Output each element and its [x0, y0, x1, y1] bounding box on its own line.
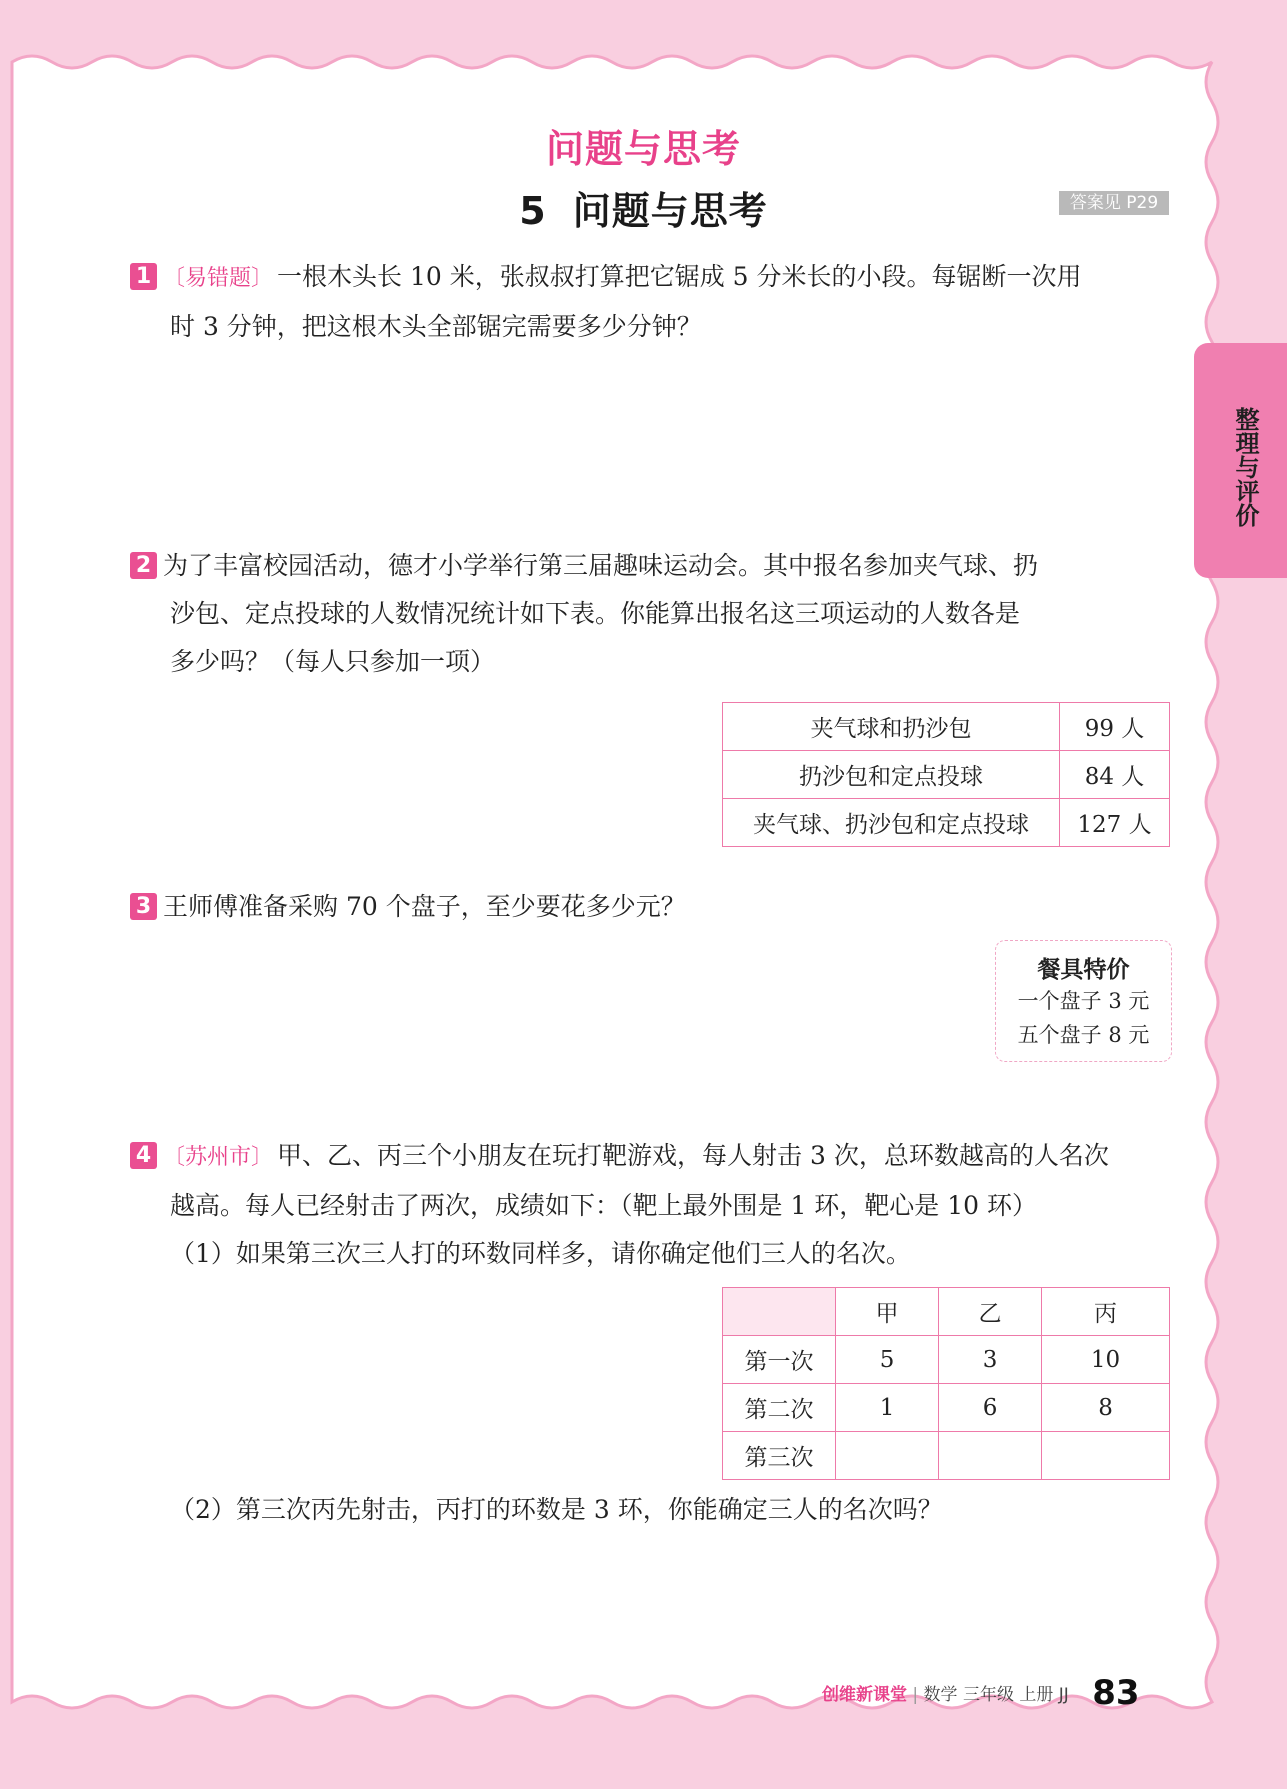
- section-title: 问题与思考: [545, 127, 741, 171]
- table-row: [723, 1432, 1170, 1480]
- table-header-cell: [723, 1288, 836, 1336]
- question-text: 沙包、定点投球的人数情况统计如下表。你能算出报名这三项运动的人数各是: [170, 599, 1021, 628]
- answer-reference-badge: 答案见 P29: [1059, 191, 1169, 215]
- table-row: [723, 1336, 1170, 1384]
- question-text: 为了丰富校园活动，德才小学举行第三届趣味运动会。其中报名参加夹气球、扔: [163, 551, 1039, 580]
- special-line: 五个盘子 8 元: [1017, 1023, 1150, 1047]
- question-2: [130, 542, 1170, 686]
- table-row: [723, 799, 1170, 847]
- table-cell: 99 人: [1060, 703, 1170, 751]
- table-cell: 8: [1042, 1384, 1170, 1432]
- table-header-row: [723, 1288, 1170, 1336]
- table-cell: 1: [836, 1384, 939, 1432]
- table-cell: 3: [939, 1336, 1042, 1384]
- table-cell: 夹气球和扔沙包: [723, 703, 1060, 751]
- page-number: 83: [1092, 1673, 1140, 1713]
- question-4: [130, 1132, 1170, 1278]
- question-text: 多少吗？（每人只参加一项）: [170, 647, 496, 676]
- question-text: 时 3 分钟，把这根木头全部锯完需要多少分钟？: [170, 312, 702, 341]
- table-row: [723, 703, 1170, 751]
- question-1: [130, 253, 1170, 351]
- table-cell: [1042, 1432, 1170, 1480]
- question-tag: 〔易错题〕: [163, 266, 274, 291]
- table-cell: 第二次: [723, 1384, 836, 1432]
- table-cell: 10: [1042, 1336, 1170, 1384]
- registration-table: [722, 702, 1170, 847]
- footer-brand: 创维新课堂: [822, 1685, 907, 1705]
- question-number-badge: 1: [130, 263, 157, 290]
- table-cell: 夹气球、扔沙包和定点投球: [723, 799, 1060, 847]
- special-line: 一个盘子 3 元: [1017, 989, 1150, 1013]
- question-number-badge: 3: [130, 893, 157, 920]
- footer-divider: |: [912, 1685, 919, 1705]
- table-cell: 127 人: [1060, 799, 1170, 847]
- side-tab-label: 整理与评价: [1231, 407, 1259, 527]
- table-cell: 6: [939, 1384, 1042, 1432]
- table-cell: 第三次: [723, 1432, 836, 1480]
- table-header-cell: 丙: [1042, 1288, 1170, 1336]
- table-cell: [939, 1432, 1042, 1480]
- footer-info: 数学 三年级 上册 JJ: [923, 1685, 1069, 1705]
- question-text: 越高。每人已经射击了两次，成绩如下：（靶上最外围是 1 环，靶心是 10 环）: [170, 1191, 1038, 1220]
- table-cell: 5: [836, 1336, 939, 1384]
- question-text: 王师傅准备采购 70 个盘子，至少要花多少元？: [163, 892, 686, 921]
- question-number-badge: 2: [130, 552, 157, 579]
- question-number-badge: 4: [130, 1142, 157, 1169]
- sub-question-2: （2）第三次丙先射击，丙打的环数是 3 环，你能确定三人的名次吗？: [170, 1495, 943, 1524]
- special-heading: 餐具特价: [1037, 957, 1130, 983]
- table-header-cell: 甲: [836, 1288, 939, 1336]
- table-cell: 扔沙包和定点投球: [723, 751, 1060, 799]
- page-footer: [822, 1673, 1140, 1713]
- price-special-box: [995, 940, 1172, 1062]
- table-row: [723, 751, 1170, 799]
- question-tag: 〔苏州市〕: [163, 1145, 274, 1170]
- question-text: 甲、乙、丙三个小朋友在玩打靶游戏，每人射击 3 次，总环数越高的人名次: [277, 1141, 1109, 1170]
- question-text: 一根木头长 10 米，张叔叔打算把它锯成 5 分米长的小段。每锯断一次用: [277, 262, 1082, 291]
- table-row: [723, 1384, 1170, 1432]
- lesson-number: 5: [519, 189, 547, 233]
- lesson-title: 问题与思考: [572, 189, 768, 233]
- table-cell: 84 人: [1060, 751, 1170, 799]
- question-3: [130, 883, 1170, 931]
- question-4-part-2: [130, 1486, 1170, 1534]
- table-header-cell: 乙: [939, 1288, 1042, 1336]
- shooting-score-table: [722, 1287, 1170, 1480]
- table-cell: 第一次: [723, 1336, 836, 1384]
- sub-question-1: （1）如果第三次三人打的环数同样多，请你确定他们三人的名次。: [170, 1239, 911, 1268]
- table-cell: [836, 1432, 939, 1480]
